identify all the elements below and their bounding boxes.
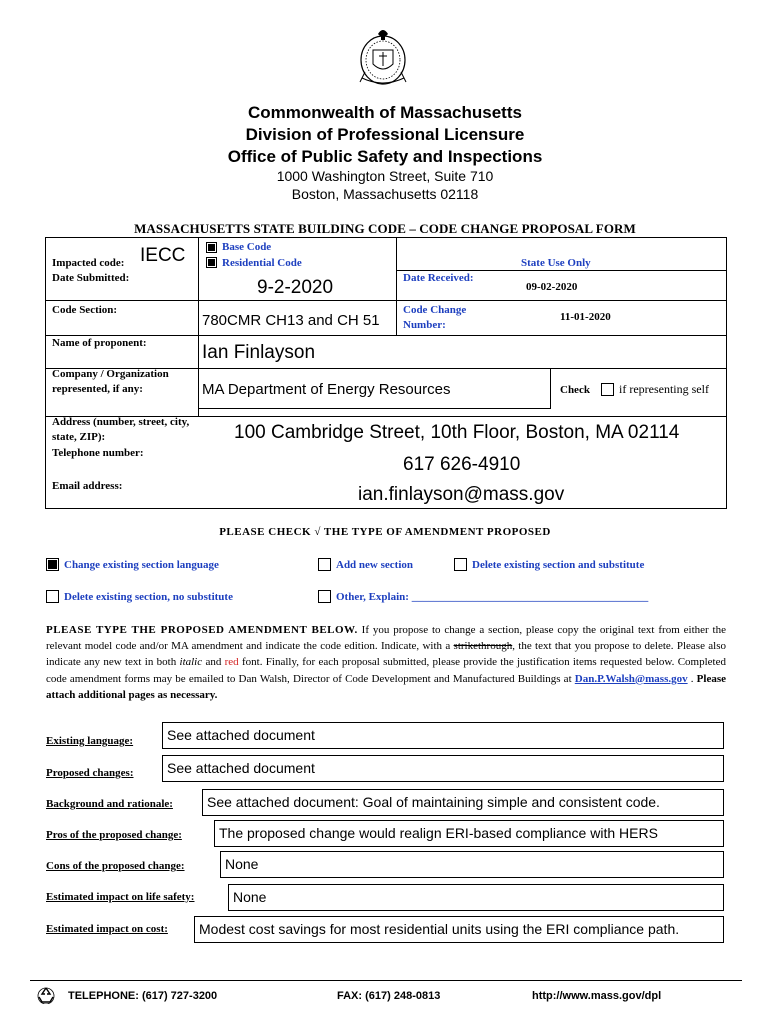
email-link[interactable]: Dan.P.Walsh@mass.gov [574,672,688,685]
proponent-label: Name of proponent: [52,337,147,349]
amendment-heading: PLEASE CHECK √ THE TYPE OF AMENDMENT PROPOSED [219,526,551,538]
cost-impact-field[interactable]: Modest cost savings for most residential units using the ERI compliance path. [194,916,724,943]
code-change-number-label: Code Change Number: [403,304,467,331]
background-rationale-label: Background and rationale: [46,798,173,810]
date-submitted-value[interactable]: 9-2-2020 [257,277,334,298]
company-label: Company / Organization represented, if any: [52,368,169,395]
delete-no-substitute-label: Delete existing section, no substitute [64,591,233,603]
header-office: Office of Public Safety and Inspections [227,147,543,166]
cons-label: Cons of the proposed change: [46,860,185,872]
cons-field[interactable]: None [220,851,724,878]
instructions-paragraph: PLEASE TYPE THE PROPOSED AMENDMENT BELOW. If you propose to change a section, please copy the original text from either the relevant model code and/or MA amendment and indicate the code edition. Indicate, with a strikethrough, the text that you propose to delete. Please also indicate any new text in both italic and red font. Finally, for each proposal submitted, please provide the justification items requested below. Completed code amendment forms may be emailed to Dan Walsh, Director of Code Development and Manufactured Buildings at Dan.P.Walsh@mass.gov . Please attach additional pages as necessary. [46,624,727,701]
email-label: Email address: [52,480,123,492]
code-section-label: Code Section: [52,304,118,316]
change-existing-checkbox[interactable] [46,558,59,571]
state-use-only-label: State Use Only [521,257,591,269]
existing-language-label: Existing language: [46,735,134,747]
background-rationale-field[interactable]: See attached document: Goal of maintaining simple and consistent code. [202,789,724,816]
proponent-value[interactable]: Ian Finlayson [202,342,316,363]
massachusetts-seal-icon [352,22,414,88]
date-received-label: Date Received: [403,272,474,284]
residential-code-checkbox[interactable] [206,257,217,268]
delete-substitute-checkbox[interactable] [454,558,467,571]
impacted-code-value[interactable]: IECC [140,245,186,266]
pros-field[interactable]: The proposed change would realign ERI-based compliance with HERS [214,820,724,847]
date-received-value: 09-02-2020 [526,281,578,293]
code-section-value[interactable]: 780CMR CH13 and CH 51 [202,312,380,329]
footer-telephone: TELEPHONE: (617) 727-3200 [68,990,218,1002]
proposed-changes-field[interactable]: See attached document [162,755,724,782]
existing-language-field[interactable]: See attached document [162,722,724,749]
header-division: Division of Professional Licensure [245,125,525,144]
proposed-changes-label: Proposed changes: [46,767,134,779]
residential-code-label: Residential Code [222,257,302,269]
email-value[interactable]: ian.finlayson@mass.gov [358,484,565,505]
life-safety-field[interactable]: None [228,884,724,911]
base-code-label: Base Code [222,241,272,253]
representing-self-label: if representing self [619,382,709,396]
address-value[interactable]: 100 Cambridge Street, 10th Floor, Boston, MA 02114 [234,422,680,443]
delete-no-substitute-checkbox[interactable] [46,590,59,603]
base-code-checkbox[interactable] [206,242,217,253]
form-title: MASSACHUSETTS STATE BUILDING CODE – CODE CHANGE PROPOSAL FORM [134,221,636,236]
company-value[interactable]: MA Department of Energy Resources [202,381,451,398]
header-address-city: Boston, Massachusetts 02118 [291,186,479,202]
other-explain-checkbox[interactable] [318,590,331,603]
other-explain-label: Other, Explain: ___________________________________________ [336,591,649,603]
telephone-value[interactable]: 617 626-4910 [403,454,521,475]
date-submitted-label: Date Submitted: [52,272,130,284]
address-label: Address (number, street, city, state, ZIP): [52,416,190,443]
telephone-label: Telephone number: [52,447,144,459]
representing-self-checkbox[interactable] [601,383,614,396]
change-existing-label: Change existing section language [64,559,219,571]
header-address-street: 1000 Washington Street, Suite 710 [276,168,494,184]
footer-website[interactable]: http://www.mass.gov/dpl [532,990,662,1002]
life-safety-label: Estimated impact on life safety: [46,891,195,903]
header-commonwealth: Commonwealth of Massachusetts [248,103,522,122]
cost-impact-label: Estimated impact on cost: [46,923,168,935]
add-new-section-label: Add new section [336,559,414,571]
delete-substitute-label: Delete existing section and substitute [472,559,645,571]
add-new-section-checkbox[interactable] [318,558,331,571]
check-label: Check [560,384,590,396]
recycle-icon [36,986,56,1004]
code-change-number-value: 11-01-2020 [560,311,611,323]
pros-label: Pros of the proposed change: [46,829,182,841]
impacted-code-label: Impacted code: [52,257,125,269]
footer-fax: FAX: (617) 248-0813 [337,990,441,1002]
